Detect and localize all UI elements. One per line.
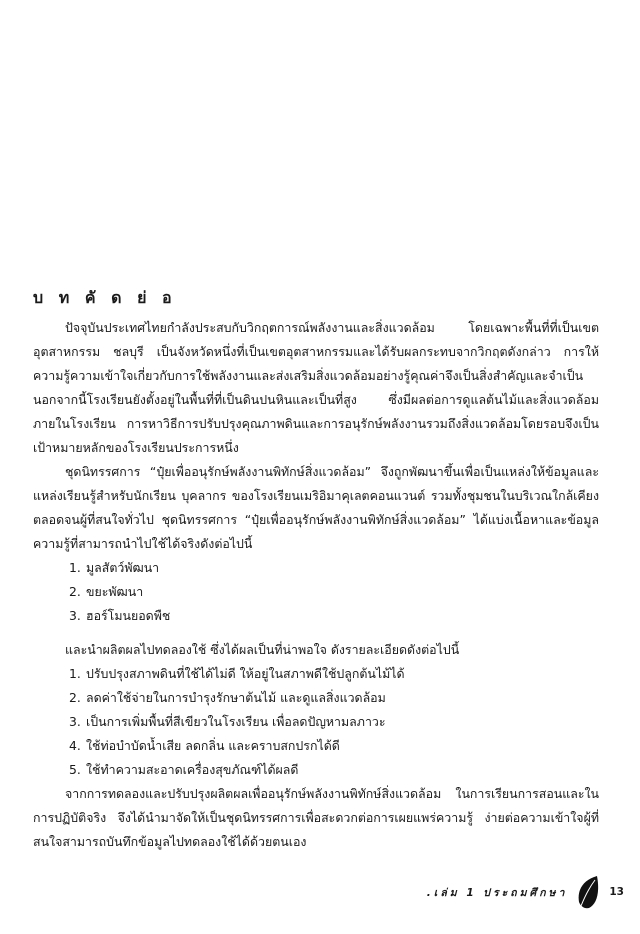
list-item-text: มูลสัตว์พัฒนา bbox=[86, 560, 160, 575]
list-item-text: ขยะพัฒนา bbox=[86, 584, 144, 599]
list-item-text: ใช้ทำความสะอาดเครื่องสุขภัณฑ์ได้ผลดี bbox=[86, 762, 299, 777]
list-item-text: ปรับปรุงสภาพดินที่ใช้ได้ไม่ดี ให้อยู่ในสภาพดีใช้ปลูกต้นไม้ได้ bbox=[86, 666, 405, 681]
paragraph-4: จากการทดลองและปรับปรุงผลิตผลเพื่ออนุรักษ์พลังงานพิทักษ์สิ่งแวดล้อม ในการเรียนการสอนและในการปฏิบัติจริง จึงได้นำมาจัดให้เป็นชุดนิทรรศการเพื่อสะดวกต่อการเผยแพร่ความรู้ ง่ายต่อความเข้าใจผู้ที่สนใจสามารถบันทึกข้อมูลไปทดลองใช้ได้ด้วยตนเอง bbox=[33, 786, 599, 849]
page-footer bbox=[427, 874, 624, 910]
paragraph-1: ปัจจุบันประเทศไทยกำลังประสบกับวิกฤตการณ์พลังงานและสิ่งแวดล้อม โดยเฉพาะพื้นที่ที่เป็นเขตอุตสาหกรรม ชลบุรี เป็นจังหวัดหนึ่งที่เป็นเขตอุตสาหกรรมและได้รับผลกระทบจากวิกฤตดังกล่าว การให้ความรู้ความเข้าใจเกี่ยวกับการใช้พลังงานและส่งเสริมสิ่งแวดล้อมอย่างรู้คุณค่าจึงเป็นสิ่งสำคัญและจำเป็น นอกจากนี้โรงเรียนยังตั้งอยู่ในพื้นที่ที่เป็นดินปนหินและเป็นที่สูง ซึ่งมีผลต่อการดูแลต้นไม้และสิ่งแวดล้อมภายในโรงเรียน การหาวิธีการปรับปรุงคุณภาพดินและการอนุรักษ์พลังงานรวมถึงสิ่งแวดล้อมโดยรอบจึงเป็นเป้าหมายหลักของโรงเรียนประการหนึ่ง bbox=[33, 320, 599, 455]
list-item bbox=[33, 734, 599, 758]
list-item-number: 2. bbox=[69, 584, 81, 599]
list-item-number: 4. bbox=[69, 738, 81, 753]
list-item bbox=[33, 556, 599, 580]
list-item bbox=[33, 686, 599, 710]
volume-label: .เล่ม 1 ประถมศึกษา bbox=[426, 886, 568, 899]
list-item-number: 3. bbox=[69, 714, 81, 729]
list-item-text: ลดค่าใช้จ่ายในการบำรุงรักษาต้นไม้ และดูแลสิ่งแวดล้อม bbox=[86, 690, 386, 705]
leaf-icon bbox=[575, 874, 601, 910]
list-item-number: 2. bbox=[69, 690, 81, 705]
list-item bbox=[33, 758, 599, 782]
list-item-text: ฮอร์โมนยอดพืช bbox=[86, 608, 171, 623]
paragraph-3: และนำผลิตผลไปทดลองใช้ ซึ่งได้ผลเป็นที่น่าพอใจ ดังรายละเอียดดังต่อไปนี้ bbox=[65, 642, 460, 657]
page-number: 13 bbox=[609, 886, 624, 898]
list-item bbox=[33, 580, 599, 604]
paragraph-2: ชุดนิทรรศการ “ปุ๋ยเพื่ออนุรักษ์พลังงานพิทักษ์สิ่งแวดล้อม” จึงถูกพัฒนาขึ้นเพื่อเป็นแหล่งให้ข้อมูลและแหล่งเรียนรู้สำหรับนักเรียน บุคลากร ของโรงเรียนเมริอิมาคุเลตคอนแวนต์ รวมทั้งชุมชนในบริเวณใกล้เคียง ตลอดจนผู้ที่สนใจทั่วไป ชุดนิทรรศการ “ปุ๋ยเพื่ออนุรักษ์พลังงานพิทักษ์สิ่งแวดล้อม” ได้แบ่งเนื้อหาและข้อมูลความรู้ที่สามารถนำไปใช้ได้จริงดังต่อไปนี้ bbox=[33, 464, 599, 551]
abstract-heading: บ ท คั ด ย่ อ bbox=[33, 288, 177, 307]
content-list bbox=[33, 556, 599, 628]
list-item-number: 1. bbox=[69, 560, 81, 575]
list-item bbox=[33, 662, 599, 686]
list-item-number: 3. bbox=[69, 608, 81, 623]
list-item-number: 5. bbox=[69, 762, 81, 777]
list-item bbox=[33, 604, 599, 628]
abstract-body bbox=[33, 316, 599, 854]
list-item-text: เป็นการเพิ่มพื้นที่สีเขียวในโรงเรียน เพื่อลดปัญหามลภาวะ bbox=[86, 714, 386, 729]
list-item-number: 1. bbox=[69, 666, 81, 681]
list-item-text: ใช้ท่อบำบัดน้ำเสีย ลดกลิ่น และคราบสกปรกได้ดี bbox=[86, 738, 340, 753]
list-item bbox=[33, 710, 599, 734]
results-list bbox=[33, 662, 599, 782]
